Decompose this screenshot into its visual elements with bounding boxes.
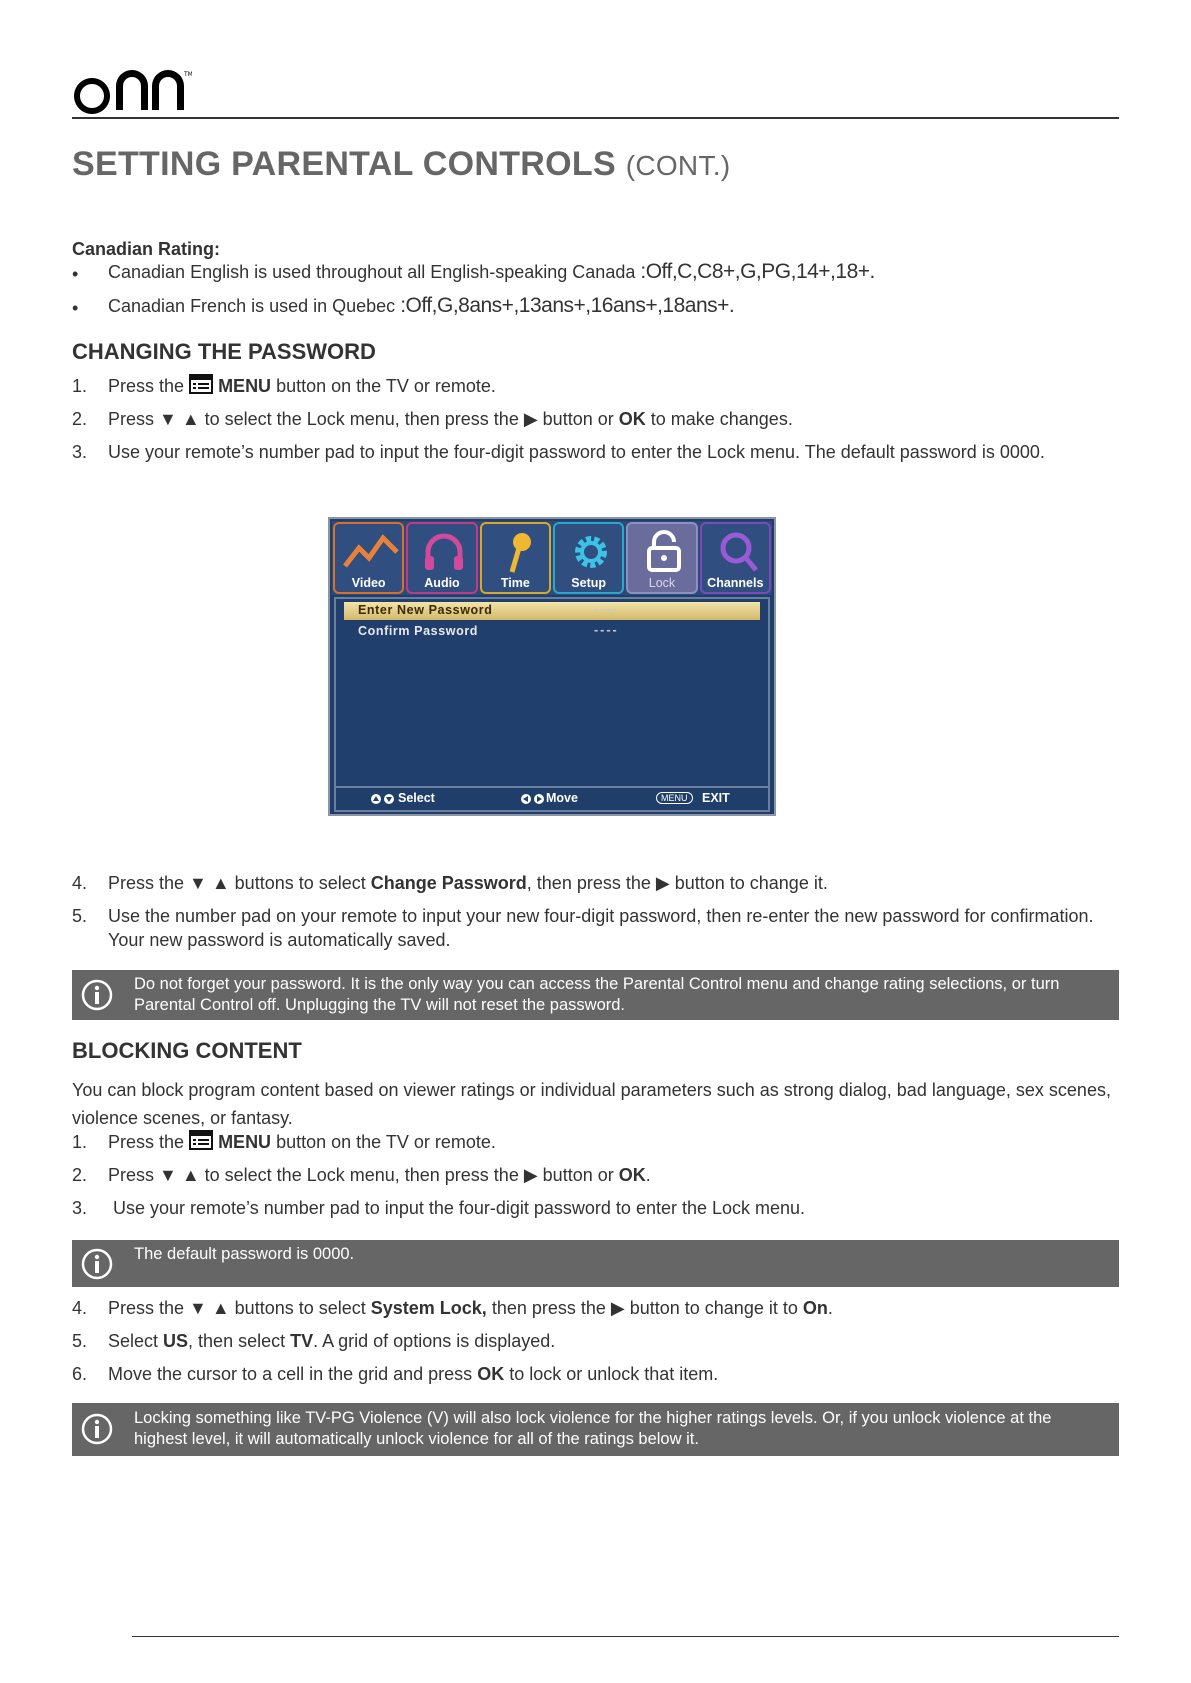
canadian-english: Canadian English is used throughout all English-speaking Canada :Off,C,C8+,G,PG,14+,18+. (108, 260, 875, 283)
section-heading-blocking: BLOCKING CONTENT (72, 1038, 302, 1063)
menu-tabs (332, 521, 772, 595)
bullet: • (72, 264, 79, 284)
left-right-icon (520, 793, 546, 805)
gear-icon (569, 530, 613, 574)
lock-icon (644, 530, 684, 574)
tab-time: Time (480, 522, 551, 594)
tab-lock: Lock (626, 522, 697, 594)
info-icon (80, 978, 114, 1012)
info-note-password: Do not forget your password. It is the only way you can access the Parental Control menu and change rating selections, or turn Parental Control off. Unplugging the TV will not reset the password. (72, 970, 1119, 1020)
menu-icon (189, 374, 213, 394)
tab-audio: Audio (406, 522, 477, 594)
blocking-intro: You can block program content based on viewer ratings or individual parameters such as strong dialog, bad language, sex scenes, violence scenes, or fantasy. (72, 1080, 1111, 1128)
page-title (72, 145, 730, 184)
canadian-heading: Canadian Rating: (72, 239, 221, 259)
video-icon (343, 530, 399, 570)
search-icon (716, 530, 760, 574)
header-rule (72, 117, 1119, 119)
menu-body (334, 597, 770, 788)
tab-video: Video (333, 522, 404, 594)
canadian-french: Canadian French is used in Quebec :Off,G,8ans+,13ans+,16ans+,18ans+. (108, 294, 735, 317)
tv-lock-menu (328, 517, 776, 816)
footer-rule (132, 1636, 1119, 1637)
onn-logo (72, 64, 192, 114)
headphones-icon (422, 530, 466, 572)
title-main: SETTING PARENTAL CONTROLS (72, 145, 616, 183)
svg-text:TM: TM (184, 71, 192, 78)
up-down-icon (370, 793, 396, 805)
info-icon (80, 1412, 114, 1446)
tab-channels: Channels (700, 522, 771, 594)
menu-row-confirm-password[interactable]: Confirm Password ---- (358, 623, 619, 638)
section-heading-password: CHANGING THE PASSWORD (72, 339, 376, 364)
menu-footer: Select Move MENU EXIT (334, 786, 770, 812)
tab-setup: Setup (553, 522, 624, 594)
bullet: • (72, 298, 79, 318)
title-cont: (CONT.) (625, 150, 731, 181)
info-icon (80, 1247, 114, 1281)
info-note-default-password: The default password is 0000. (72, 1240, 1119, 1287)
menu-row-enter-password[interactable]: Enter New Password ---- (344, 602, 760, 620)
menu-key-icon: MENU (656, 792, 693, 804)
menu-icon (189, 1130, 213, 1150)
info-note-locking: Locking something like TV-PG Violence (V) will also lock violence for the higher ratings levels. Or, if you unlock violence at the highest level, it will automatically unlock violence for all of the ratings below it. (72, 1403, 1119, 1456)
pin-icon (502, 530, 536, 574)
